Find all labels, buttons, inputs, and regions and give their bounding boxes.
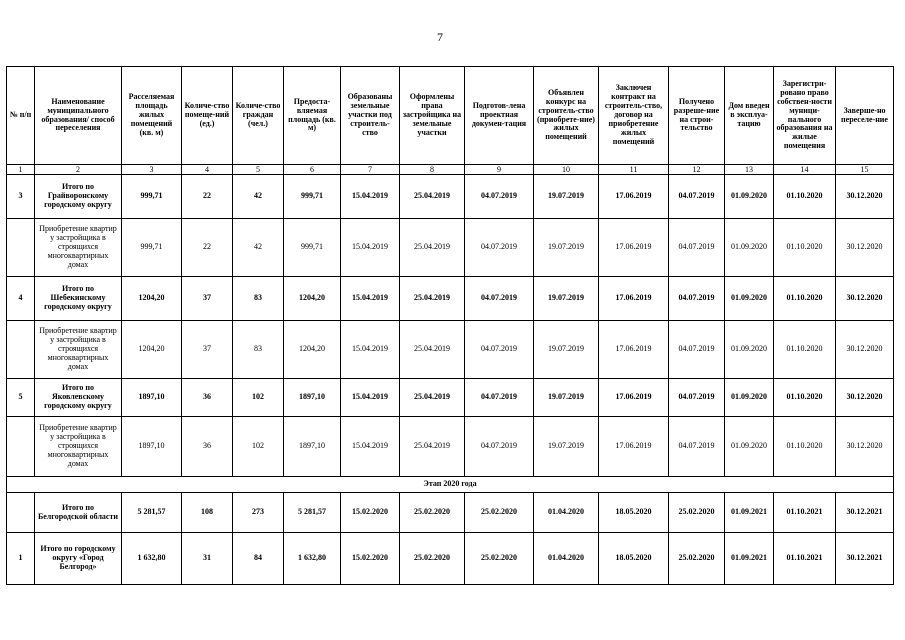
table-row-total	[7, 277, 894, 321]
column-number: 7	[341, 165, 400, 175]
table-cell: 04.07.2019	[669, 321, 725, 379]
column-number: 13	[725, 165, 774, 175]
table-cell: 1204,20	[284, 277, 341, 321]
table-cell: 999,71	[284, 175, 341, 219]
table-cell: 01.09.2021	[725, 533, 774, 585]
table-row	[7, 321, 894, 379]
table-cell: 04.07.2019	[465, 321, 534, 379]
column-number: 12	[669, 165, 725, 175]
header-cell: Количе-ство граждан (чел.)	[233, 67, 284, 165]
header-cell: Дом введен в эксплуа-тацию	[725, 67, 774, 165]
table-cell: 25.02.2020	[465, 533, 534, 585]
table-cell: 1897,10	[284, 417, 341, 477]
column-number: 4	[182, 165, 233, 175]
table-cell: 4	[7, 277, 35, 321]
row-name-cell: Итого по Белгородской области	[35, 493, 122, 533]
header-cell: № п/п	[7, 67, 35, 165]
table-cell: 04.07.2019	[465, 219, 534, 277]
table-cell	[7, 417, 35, 477]
table-cell: 04.07.2019	[465, 277, 534, 321]
table-cell: 15.04.2019	[341, 277, 400, 321]
row-name-cell: Итого по Грайворонскому городскому округу	[35, 175, 122, 219]
table-cell: 25.02.2020	[400, 533, 465, 585]
table-cell: 01.10.2020	[774, 417, 836, 477]
table-cell: 17.06.2019	[599, 379, 669, 417]
table-cell: 17.06.2019	[599, 321, 669, 379]
header-cell: Количе-ство помеще-ний (ед.)	[182, 67, 233, 165]
table-row-total	[7, 493, 894, 533]
header-cell: Заключен контракт на строитель-ство, договор на приобретение жилых помещений	[599, 67, 669, 165]
row-name-cell: Итого по Яковлевскому городскому округу	[35, 379, 122, 417]
table-cell: 102	[233, 417, 284, 477]
table-cell: 25.02.2020	[669, 533, 725, 585]
table-cell: 108	[182, 493, 233, 533]
table-cell: 01.10.2021	[774, 533, 836, 585]
table-cell: 1897,10	[122, 417, 182, 477]
row-name-cell: Приобретение квартир у застройщика в строящихся многоквартирных домах	[35, 417, 122, 477]
table-cell: 30.12.2020	[836, 379, 894, 417]
table-cell: 999,71	[122, 219, 182, 277]
table-cell: 01.10.2020	[774, 277, 836, 321]
table-cell: 17.06.2019	[599, 219, 669, 277]
header-cell: Наименование муниципального образования/ способ переселения	[35, 67, 122, 165]
header-cell: Предоста-вляемая площадь (кв. м)	[284, 67, 341, 165]
table-cell	[7, 321, 35, 379]
table-cell: 15.04.2019	[341, 175, 400, 219]
table-cell: 04.07.2019	[465, 175, 534, 219]
column-number: 11	[599, 165, 669, 175]
table-cell: 999,71	[284, 219, 341, 277]
table-cell: 19.07.2019	[534, 379, 599, 417]
header-cell: Подготов-лена проектная докумен-тация	[465, 67, 534, 165]
table-cell: 15.04.2019	[341, 219, 400, 277]
table-cell: 25.04.2019	[400, 321, 465, 379]
table-cell: 17.06.2019	[599, 417, 669, 477]
stage-label: Этап 2020 года	[7, 477, 894, 493]
table-row-total	[7, 175, 894, 219]
table-cell: 1	[7, 533, 35, 585]
table-cell: 04.07.2019	[669, 277, 725, 321]
table-row-total	[7, 533, 894, 585]
table-row	[7, 417, 894, 477]
table-cell: 36	[182, 417, 233, 477]
table-cell: 17.06.2019	[599, 175, 669, 219]
table-cell: 01.10.2020	[774, 321, 836, 379]
table-cell: 01.09.2020	[725, 417, 774, 477]
table-cell: 31	[182, 533, 233, 585]
table-cell	[7, 493, 35, 533]
table-row-total	[7, 379, 894, 417]
table-cell: 19.07.2019	[534, 219, 599, 277]
table-cell: 15.02.2020	[341, 533, 400, 585]
column-number: 6	[284, 165, 341, 175]
column-number: 2	[35, 165, 122, 175]
row-name-cell: Приобретение квартир у застройщика в строящихся многоквартирных домах	[35, 219, 122, 277]
header-row	[7, 67, 894, 165]
table-cell: 1897,10	[284, 379, 341, 417]
table-cell: 04.07.2019	[669, 417, 725, 477]
table-cell: 15.04.2019	[341, 417, 400, 477]
table-cell: 25.04.2019	[400, 379, 465, 417]
stage-row	[7, 477, 894, 493]
column-number: 15	[836, 165, 894, 175]
table-cell: 30.12.2021	[836, 533, 894, 585]
column-number-row	[7, 165, 894, 175]
table-cell: 01.04.2020	[534, 493, 599, 533]
table-cell: 18.05.2020	[599, 533, 669, 585]
row-name-cell: Итого по городскому округу «Город Белгород»	[35, 533, 122, 585]
row-name-cell: Итого по Шебекинскому городскому округу	[35, 277, 122, 321]
table-cell: 30.12.2020	[836, 175, 894, 219]
table-cell: 84	[233, 533, 284, 585]
table-cell: 19.07.2019	[534, 277, 599, 321]
table-cell: 999,71	[122, 175, 182, 219]
table-cell: 83	[233, 277, 284, 321]
header-cell: Заверше-но переселе-ние	[836, 67, 894, 165]
header-cell: Оформлены права застройщика на земельные участки	[400, 67, 465, 165]
table-cell: 102	[233, 379, 284, 417]
table-cell: 1 632,80	[122, 533, 182, 585]
table-cell: 01.09.2020	[725, 175, 774, 219]
table-cell: 5	[7, 379, 35, 417]
table-cell: 1897,10	[122, 379, 182, 417]
table-cell: 3	[7, 175, 35, 219]
column-number: 14	[774, 165, 836, 175]
table-cell: 19.07.2019	[534, 321, 599, 379]
table-cell: 04.07.2019	[669, 379, 725, 417]
row-name-cell: Приобретение квартир у застройщика в строящихся многоквартирных домах	[35, 321, 122, 379]
table-cell: 273	[233, 493, 284, 533]
table-cell: 25.02.2020	[465, 493, 534, 533]
column-number: 1	[7, 165, 35, 175]
table-cell: 42	[233, 175, 284, 219]
table-cell: 01.10.2020	[774, 175, 836, 219]
table-cell: 04.07.2019	[465, 417, 534, 477]
header-cell: Объявлен конкурс на строитель-ство (приобрете-ние) жилых помещений	[534, 67, 599, 165]
table-cell: 01.09.2020	[725, 379, 774, 417]
table-cell	[7, 219, 35, 277]
header-cell: Образованы земельные участки под строитель-ство	[341, 67, 400, 165]
table-cell: 04.07.2019	[465, 379, 534, 417]
table-cell: 22	[182, 175, 233, 219]
table-cell: 5 281,57	[284, 493, 341, 533]
table-cell: 83	[233, 321, 284, 379]
table-cell: 15.04.2019	[341, 321, 400, 379]
header-cell: Зарегистри-ровано право собствен-ности муници-пального образования на жилые помещения	[774, 67, 836, 165]
table-body	[7, 175, 894, 585]
column-number: 5	[233, 165, 284, 175]
table-cell: 30.12.2020	[836, 219, 894, 277]
table-cell: 1 632,80	[284, 533, 341, 585]
column-number: 10	[534, 165, 599, 175]
table-cell: 15.02.2020	[341, 493, 400, 533]
table-cell: 17.06.2019	[599, 277, 669, 321]
table-cell: 01.09.2021	[725, 493, 774, 533]
table-cell: 30.12.2020	[836, 417, 894, 477]
table-cell: 25.04.2019	[400, 417, 465, 477]
header-cell: Расселяемая площадь жилых помещений (кв. м)	[122, 67, 182, 165]
table-cell: 1204,20	[122, 321, 182, 379]
table-cell: 30.12.2021	[836, 493, 894, 533]
table-cell: 01.10.2020	[774, 379, 836, 417]
page-number: 7	[437, 30, 443, 44]
table-cell: 01.09.2020	[725, 277, 774, 321]
table-cell: 22	[182, 219, 233, 277]
table-cell: 19.07.2019	[534, 417, 599, 477]
table-cell: 1204,20	[284, 321, 341, 379]
table-cell: 25.04.2019	[400, 175, 465, 219]
table-cell: 01.10.2020	[774, 219, 836, 277]
table-cell: 25.04.2019	[400, 219, 465, 277]
column-number: 3	[122, 165, 182, 175]
header-cell: Получено разреше-ние на строи-тельство	[669, 67, 725, 165]
resettlement-table	[6, 66, 894, 585]
table-cell: 25.04.2019	[400, 277, 465, 321]
table-cell: 01.04.2020	[534, 533, 599, 585]
table-cell: 42	[233, 219, 284, 277]
table-cell: 18.05.2020	[599, 493, 669, 533]
table-cell: 25.02.2020	[669, 493, 725, 533]
table-cell: 19.07.2019	[534, 175, 599, 219]
table-cell: 15.04.2019	[341, 379, 400, 417]
table-cell: 04.07.2019	[669, 219, 725, 277]
table-row	[7, 219, 894, 277]
column-number: 8	[400, 165, 465, 175]
table-cell: 01.09.2020	[725, 321, 774, 379]
table-cell: 5 281,57	[122, 493, 182, 533]
table-cell: 30.12.2020	[836, 321, 894, 379]
table-cell: 01.09.2020	[725, 219, 774, 277]
table-cell: 30.12.2020	[836, 277, 894, 321]
table-cell: 04.07.2019	[669, 175, 725, 219]
table-cell: 25.02.2020	[400, 493, 465, 533]
table-cell: 1204,20	[122, 277, 182, 321]
table-cell: 37	[182, 277, 233, 321]
table-cell: 01.10.2021	[774, 493, 836, 533]
table-cell: 36	[182, 379, 233, 417]
table-cell: 37	[182, 321, 233, 379]
column-number: 9	[465, 165, 534, 175]
